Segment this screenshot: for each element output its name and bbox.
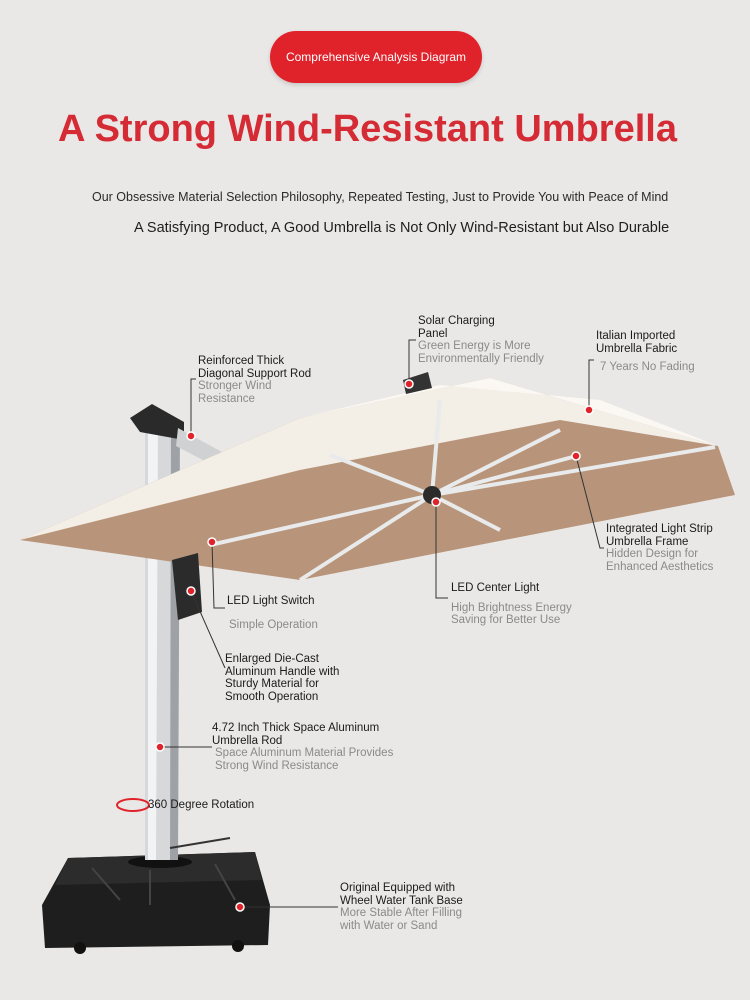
callout-title: Italian Imported Umbrella Fabric <box>596 330 678 355</box>
callout-light-switch <box>227 595 318 631</box>
callout-desc: Hidden Design for Enhanced Aesthetics <box>606 548 714 573</box>
subtitle-durable: A Satisfying Product, A Good Umbrella is Not Only Wind-Resistant but Also Durable <box>134 220 670 236</box>
callout-title: Solar Charging Panel <box>418 315 495 340</box>
callout-desc: Green Energy is More Environmentally Friendly <box>418 340 544 365</box>
callout-support-rod <box>198 355 311 405</box>
callout-main-rod <box>212 722 393 772</box>
callout-handle <box>225 653 339 703</box>
analysis-badge <box>270 31 482 83</box>
rotation-indicator <box>117 799 149 811</box>
subtitle-philosophy: Our Obsessive Material Selection Philosophy, Repeated Testing, Just to Provide You with Peace of Mind <box>92 190 669 204</box>
water-tank-base <box>42 852 270 954</box>
callout-desc: Space Aluminum Material Provides Strong Wind Resistance <box>215 747 394 772</box>
callout-title: 360 Degree Rotation <box>148 799 255 811</box>
callout-solar-panel <box>418 315 544 365</box>
callout-base <box>340 882 463 932</box>
callout-title: Original Equipped with Wheel Water Tank Base <box>340 882 463 907</box>
callout-title: LED Center Light <box>451 582 540 594</box>
badge-label: Comprehensive Analysis Diagram <box>285 50 467 64</box>
callout-desc: High Brightness Energy Saving for Better Use <box>451 601 572 626</box>
callout-desc: More Stable After Filling with Water or Sand <box>340 907 463 932</box>
callout-desc: Simple Operation <box>229 618 318 631</box>
callout-title: LED Light Switch <box>227 595 315 607</box>
callout-light-strip <box>606 523 713 573</box>
callout-fabric <box>596 330 695 374</box>
callout-center-light <box>451 582 572 627</box>
callout-desc: 7 Years No Fading <box>600 361 695 373</box>
callout-title: 4.72 Inch Thick Space Aluminum Umbrella Rod <box>212 722 380 747</box>
page-title: A Strong Wind-Resistant Umbrella <box>58 108 677 150</box>
callout-rotation <box>148 799 254 812</box>
callout-desc: Stronger Wind Resistance <box>198 380 272 405</box>
callout-title: Integrated Light Strip Umbrella Frame <box>606 523 713 548</box>
callout-title: Reinforced Thick Diagonal Support Rod <box>198 355 312 380</box>
callout-title: Enlarged Die-Cast Aluminum Handle with Sturdy Material for Smooth Operation <box>225 653 340 703</box>
